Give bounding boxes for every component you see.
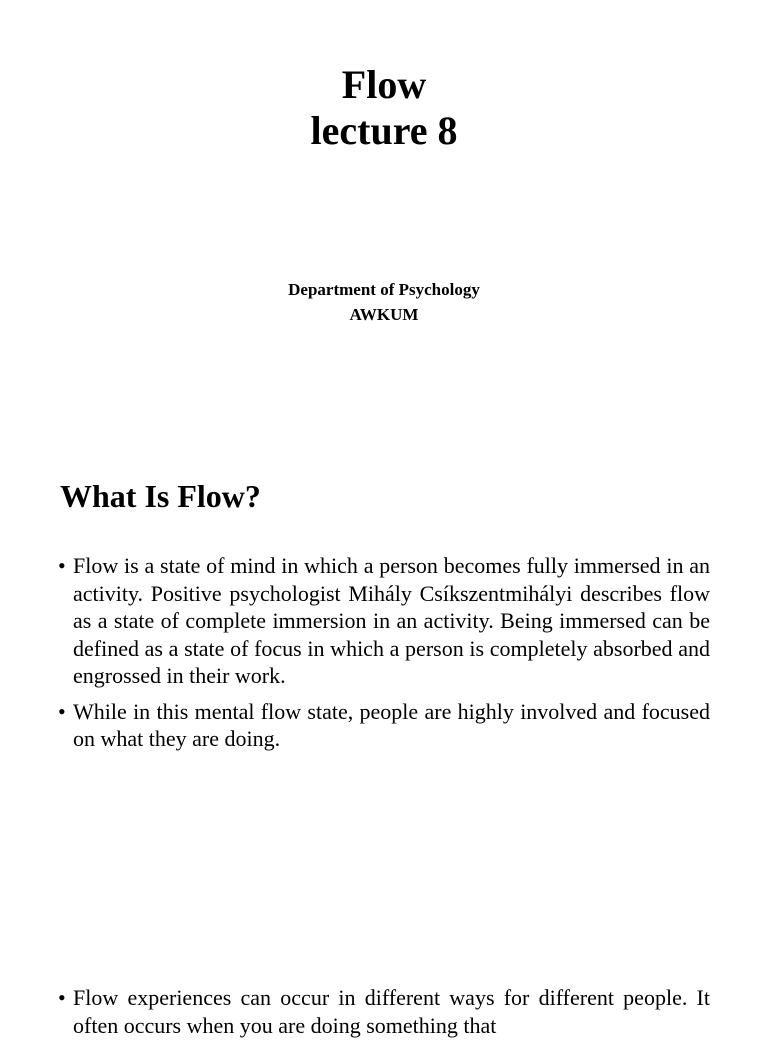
title-line-2: lecture 8: [310, 108, 458, 153]
bullet-item-2: [58, 698, 710, 753]
bullet-symbol: •: [58, 698, 66, 724]
institution-name: AWKUM: [349, 305, 419, 324]
slide-subtitle: [0, 277, 768, 327]
bullet-item-1: [58, 552, 710, 690]
bullet-text: While in this mental flow state, people are highly involved and focused on what they are doing.: [73, 698, 710, 751]
bullet-symbol: •: [58, 553, 66, 578]
content-slide: [0, 432, 768, 952]
next-slide-partial: [0, 952, 768, 1038]
bullet-text: Flow experiences can occur in different ways for different people. It often occurs when you are doing something that: [73, 985, 710, 1038]
section-heading: What Is Flow?: [60, 478, 261, 514]
title-line-1: Flow: [341, 62, 427, 107]
bullet-list: [58, 984, 710, 1047]
title-slide: [0, 0, 768, 432]
bullet-symbol: •: [58, 985, 66, 1010]
bullet-text: Flow is a state of mind in which a person becomes fully immersed in an activity. Positive psychologist Mihály Csíkszentmihályi describes flow as a state of complete immersion in an activity. Being immersed can be defined as a state of focus in which a person is completely absorbed and engrossed in their work.: [73, 553, 710, 688]
bullet-item-1: [58, 984, 710, 1039]
department-name: Department of Psychology: [288, 280, 480, 299]
slide-title: [0, 62, 768, 154]
bullet-list: [58, 552, 710, 761]
